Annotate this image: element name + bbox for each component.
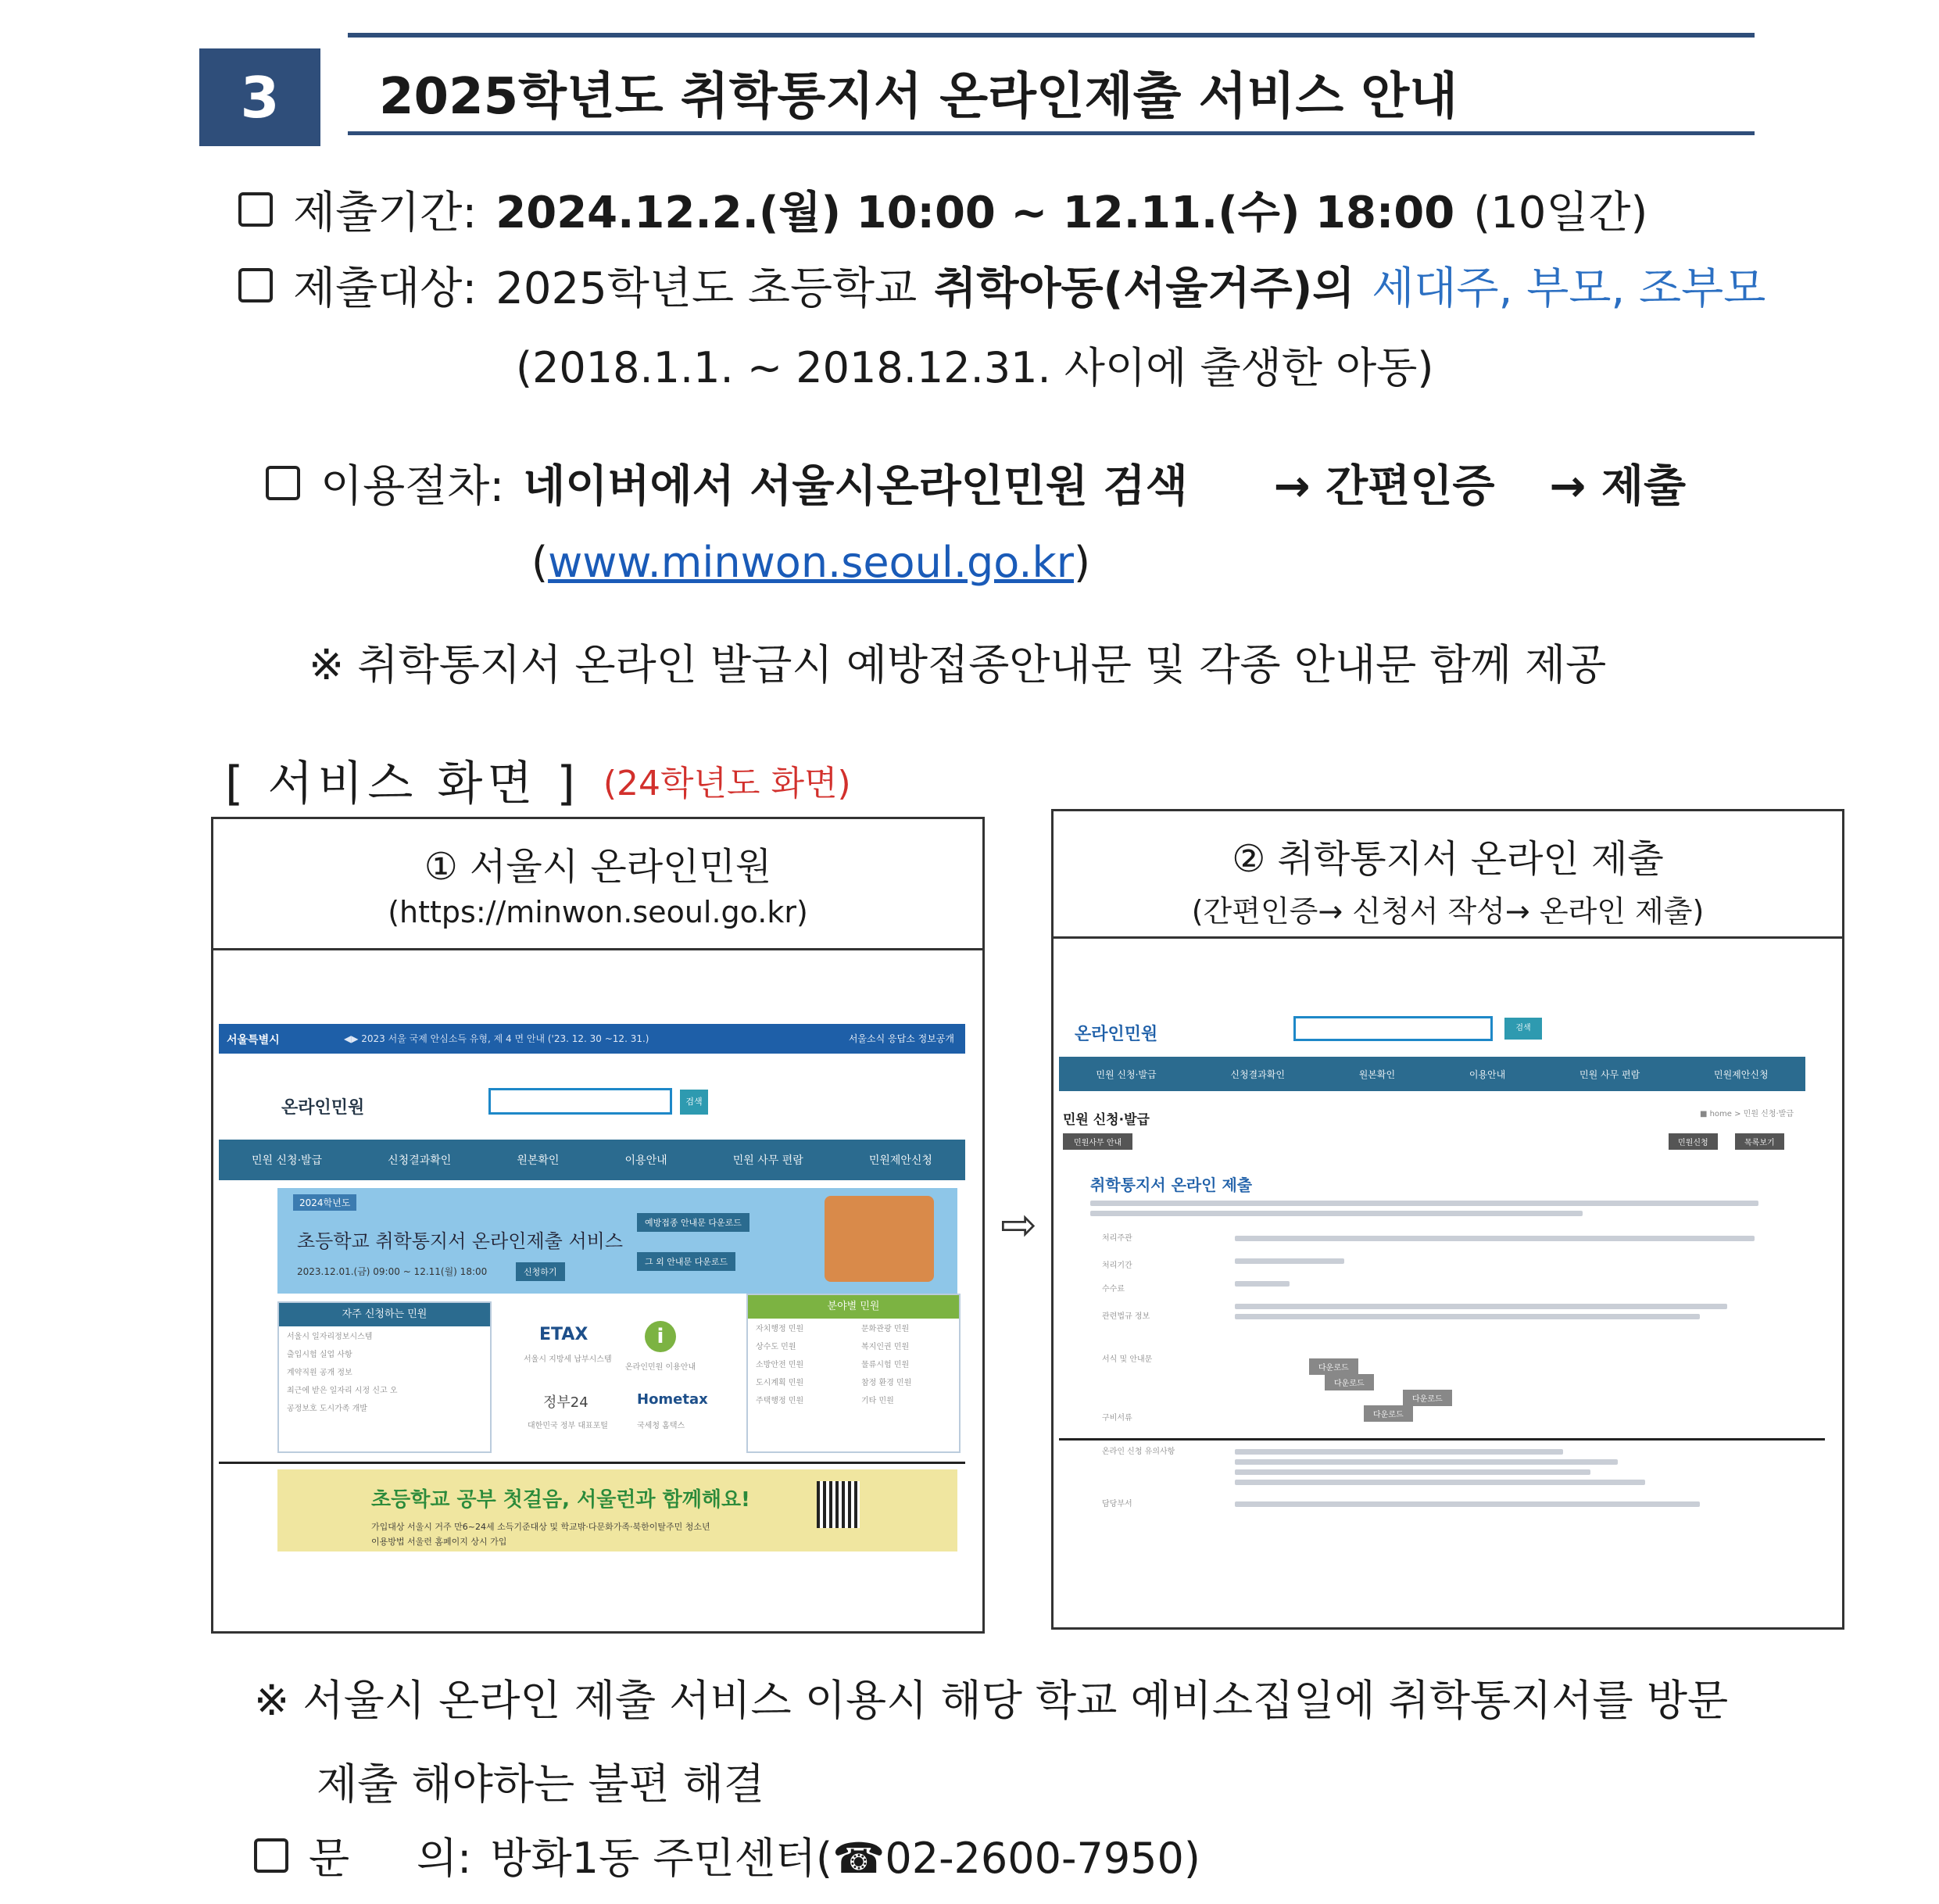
- frequent-services-title: 자주 신청하는 민원: [279, 1303, 490, 1326]
- period-label: 제출기간:: [293, 188, 478, 238]
- period-row: [238, 178, 1647, 241]
- nav-item: 민원제안신청: [868, 1154, 932, 1167]
- service-subheading: 취학통지서 온라인 제출: [1090, 1176, 1253, 1194]
- target-birth-range: (2018.1.1. ~ 2018.12.31. 사이에 출생한 아동): [516, 343, 1434, 392]
- procedure-label: 이용절차:: [320, 461, 505, 512]
- banner-download-button-2: 그 외 안내문 다운로드: [637, 1252, 735, 1271]
- nav-item: 민원 신청·발급: [252, 1154, 323, 1167]
- note-vaccination: ※ 취학통지서 온라인 발급시 예방접종안내문 및 각종 안내문 함께 제공: [309, 640, 1607, 689]
- row-label: 처리주관: [1102, 1234, 1132, 1243]
- row-label: 처리기간: [1102, 1262, 1132, 1270]
- site-search-input: [1293, 1016, 1493, 1041]
- checkbox-icon: [254, 1838, 288, 1873]
- etax-caption: 서울시 지방세 납부시스템: [524, 1355, 612, 1364]
- divider: [1059, 1438, 1825, 1441]
- list-item: 공정보호 도시가족 개발: [287, 1405, 367, 1413]
- nav-item: 민원제안신청: [1713, 1068, 1769, 1080]
- download-button: 다운로드: [1309, 1358, 1358, 1375]
- contact-text: [1235, 1497, 1782, 1512]
- header-rule-bottom: [348, 131, 1755, 135]
- target-label: 제출대상:: [293, 263, 478, 314]
- breadcrumb: ■ home > 민원 신청·발급: [1699, 1110, 1794, 1118]
- site-title: 온라인민원: [281, 1098, 365, 1118]
- list-item: 복지인권 민원: [861, 1343, 910, 1351]
- service-banner: [277, 1188, 957, 1294]
- divider: [219, 1462, 965, 1464]
- procedure-step1: 네이버에서 서울시온라인민원 검색: [523, 461, 1188, 512]
- nav-item: 신청결과확인: [388, 1154, 452, 1167]
- page-heading: 민원 신청·발급: [1063, 1112, 1150, 1128]
- screenshot-minwon-home: [219, 1024, 965, 1551]
- screenshot-application-page: [1059, 1016, 1825, 1532]
- banner-title: 초등학교 취학통지서 온라인제출 서비스: [297, 1230, 624, 1252]
- nav-item: 민원 사무 편람: [1579, 1068, 1640, 1080]
- download-button: 다운로드: [1364, 1405, 1413, 1422]
- contact-value: 방화1동 주민센터(☎02-2600-7950): [490, 1834, 1200, 1883]
- header-rule-top: [348, 33, 1755, 38]
- period-note: (10일간): [1473, 188, 1648, 238]
- promo-title: 초등학교 공부 첫걸음, 서울런과 함께해요!: [371, 1488, 750, 1512]
- minwon-link[interactable]: www.minwon.seoul.go.kr: [548, 538, 1074, 587]
- list-button: 목록보기: [1735, 1133, 1784, 1150]
- note-convenience-line2: 제출 해야하는 불편 해결: [317, 1759, 765, 1809]
- list-item: 참정 환경 민원: [861, 1379, 912, 1387]
- service-screen-subtitle: (24학년도 화면): [603, 764, 851, 803]
- detail-text: [1235, 1231, 1782, 1324]
- row-label: 온라인 신청 유의사항: [1102, 1448, 1175, 1456]
- url-open-paren: (: [531, 538, 549, 587]
- procedure-step2: → 간편인증: [1273, 461, 1495, 512]
- box1-url: (https://minwon.seoul.go.kr): [388, 895, 808, 929]
- nav-item: 이용안내: [1469, 1068, 1506, 1080]
- list-item: 도시계획 민원: [756, 1379, 804, 1387]
- row-label: 서식 및 안내문: [1102, 1355, 1153, 1364]
- page-title: 2025학년도 취학통지서 온라인제출 서비스 안내: [379, 68, 1458, 126]
- seoul-learn-banner: [277, 1469, 957, 1551]
- field-services-title: 분야별 민원: [748, 1295, 959, 1319]
- target-row: [238, 254, 1765, 317]
- intro-text: [1090, 1196, 1794, 1221]
- nav-item: 원본확인: [1358, 1068, 1396, 1080]
- banner-download-button-1: 예방접종 안내문 다운로드: [637, 1213, 749, 1232]
- hometax-caption: 국세청 홈택스: [637, 1422, 685, 1430]
- site-title: 온라인민원: [1075, 1025, 1158, 1044]
- nav-item: 원본확인: [517, 1154, 560, 1167]
- apply-button: 민원신청: [1669, 1133, 1718, 1150]
- qr-code-icon: [817, 1481, 860, 1528]
- etax-logo: ETAX: [539, 1325, 588, 1344]
- banner-date: 2023.12.01.(금) 09:00 ~ 12.11(월) 18:00: [297, 1266, 488, 1277]
- list-item: 소방안전 민원: [756, 1361, 804, 1369]
- right-arrow-icon: ⇨: [1000, 1200, 1037, 1251]
- nav-item: 신청결과확인: [1230, 1068, 1285, 1080]
- info-icon: i: [645, 1321, 676, 1352]
- checkbox-icon: [266, 466, 300, 500]
- checkbox-icon: [238, 192, 273, 227]
- list-item: 자치행정 민원: [756, 1325, 804, 1333]
- list-item: 서울시 일자리정보시스템: [287, 1333, 373, 1341]
- hometax-logo: Hometax: [637, 1391, 708, 1408]
- period-value: 2024.12.2.(월) 10:00 ~ 12.11.(수) 18:00: [495, 188, 1455, 238]
- nav-item: 민원 사무 편람: [732, 1154, 803, 1167]
- frequent-services-box: [277, 1301, 492, 1453]
- list-item: 계약직원 공개 정보: [287, 1369, 352, 1377]
- site-nav: [219, 1140, 965, 1180]
- nav-item: 민원 신청·발급: [1096, 1068, 1157, 1080]
- procedure-url-row: [531, 538, 1090, 587]
- url-close-paren: ): [1074, 538, 1091, 587]
- service-screen-heading: [225, 746, 851, 814]
- contact-row: [254, 1825, 1200, 1885]
- box2-header: [1054, 811, 1842, 939]
- row-label: 담당부서: [1102, 1500, 1132, 1509]
- tab-guide: 민원사무 안내: [1063, 1133, 1132, 1150]
- service-screen-title: [ 서비스 화면 ]: [225, 757, 580, 811]
- banner-tag: 2024학년도: [293, 1194, 356, 1211]
- info-caption: 온라인민원 이용안내: [625, 1363, 696, 1372]
- target-prefix: 2025학년도 초등학교: [495, 263, 918, 314]
- site-search-button: 검색: [680, 1090, 708, 1115]
- procedure-step3: → 제출: [1549, 461, 1687, 512]
- target-highlight: 세대주, 부모, 조부모: [1372, 263, 1766, 314]
- seoul-logo: 서울특별시: [227, 1034, 280, 1047]
- site-search-button: 검색: [1504, 1018, 1542, 1040]
- row-label: 구비서류: [1102, 1414, 1132, 1423]
- nav-item: 이용안내: [624, 1154, 667, 1167]
- box1-header: [213, 819, 982, 950]
- box2-steps: (간편인증→ 신청서 작성→ 온라인 제출): [1191, 894, 1705, 929]
- note-convenience-line1: ※ 서울시 온라인 제출 서비스 이용시 해당 학교 예비소집일에 취학통지서를 방문: [254, 1676, 1729, 1725]
- list-item: 출입시험 실업 사항: [287, 1351, 352, 1359]
- list-item: 기타 민원: [861, 1397, 894, 1405]
- school-house-illustration: [825, 1196, 934, 1282]
- target-bold: 취학아동(서울거주)의: [934, 263, 1355, 314]
- field-services-box: [746, 1294, 961, 1453]
- checkbox-icon: [238, 268, 273, 302]
- contact-label: 문 의:: [309, 1834, 472, 1883]
- promo-line2: 이용방법 서울런 홈페이지 상시 가입: [371, 1537, 507, 1547]
- promo-line1: 가입대상 서울시 거주 만6~24세 소득기준대상 및 학교밖·다문화가족·북한이탈주민 청소년: [371, 1522, 710, 1532]
- list-item: 물류시험 민원: [861, 1361, 910, 1369]
- notice-text: [1235, 1444, 1782, 1490]
- row-label: 수수료: [1102, 1285, 1125, 1294]
- list-item: 주택행정 민원: [756, 1397, 804, 1405]
- procedure-row: [266, 452, 1686, 514]
- news-ticker: ◀▶ 2023 서울 국제 안심소득 유형, 제 4 면 안내 ('23. 12. 30 ~12. 31.): [344, 1033, 649, 1044]
- row-label: 관련법규 정보: [1102, 1312, 1150, 1321]
- list-item: 문화관광 민원: [861, 1325, 910, 1333]
- download-button: 다운로드: [1403, 1390, 1452, 1406]
- gov24-logo: 정부24: [543, 1394, 588, 1411]
- site-top-bar: [219, 1024, 965, 1054]
- section-number-badge: 3: [199, 48, 320, 146]
- top-links: 서울소식 응답소 정보공개: [848, 1033, 954, 1044]
- gov24-caption: 대한민국 정부 대표포털: [528, 1422, 608, 1430]
- list-item: 최근에 받은 일자리 시정 신고 오: [287, 1387, 398, 1395]
- download-button: 다운로드: [1325, 1374, 1374, 1390]
- site-nav: [1059, 1057, 1805, 1091]
- list-item: 상수도 민원: [756, 1343, 796, 1351]
- site-search-input: [488, 1088, 672, 1115]
- banner-apply-button: 신청하기: [516, 1262, 565, 1281]
- box2-heading: ② 취학통지서 온라인 제출: [1232, 837, 1664, 881]
- box1-heading: ① 서울시 온라인민원: [424, 845, 772, 889]
